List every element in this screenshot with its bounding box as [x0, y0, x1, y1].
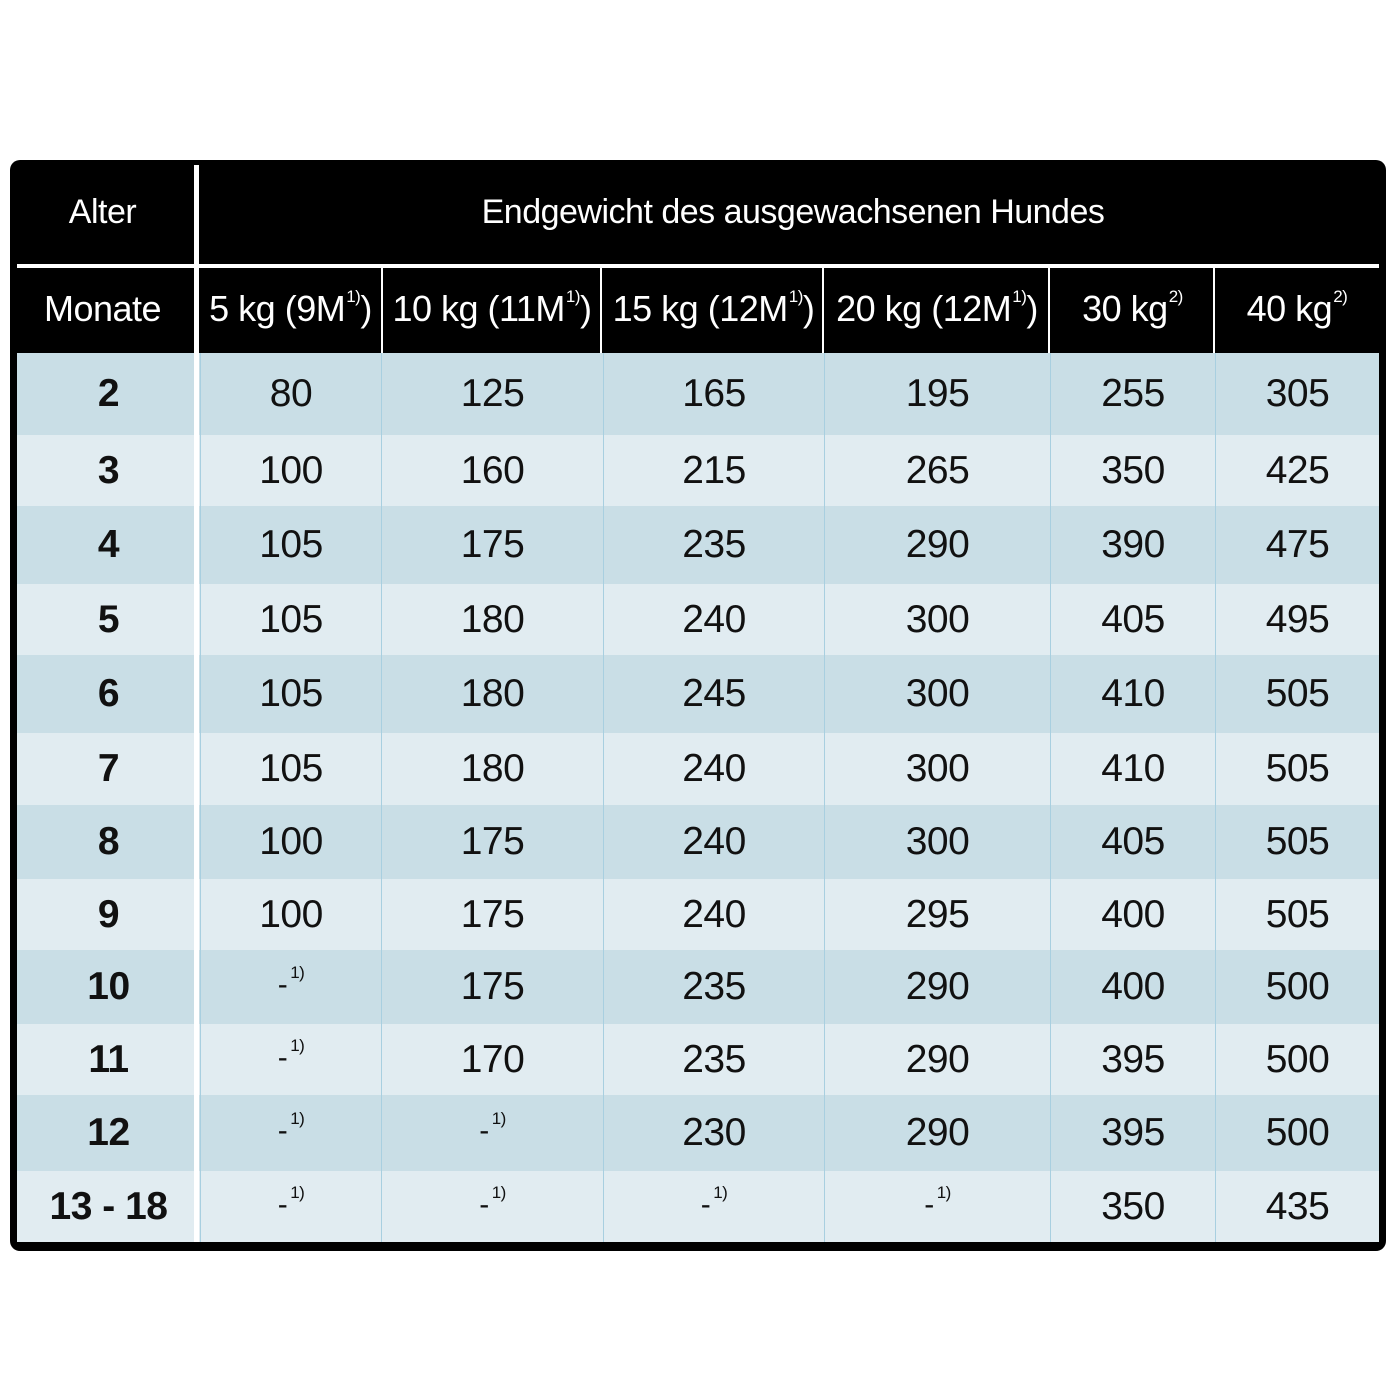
amount-cell	[824, 1171, 1050, 1242]
amount-cell: 290	[824, 1095, 1050, 1171]
month-cell: 9	[97, 892, 120, 936]
table-row	[17, 655, 1379, 733]
not-applicable-dash: -	[277, 1114, 288, 1147]
month-cell: 5	[97, 597, 120, 641]
weight-column-label: 15 kg (12M	[612, 288, 788, 329]
footnote-marker: 1)	[491, 1109, 506, 1128]
month-cell: 8	[97, 820, 120, 863]
header-separator-horizontal	[17, 264, 1379, 268]
amount-cell: 235	[603, 1024, 824, 1095]
footnote-marker: 1)	[290, 1182, 305, 1202]
amount-cell	[200, 950, 381, 1024]
header-column-separator	[381, 268, 383, 353]
month-cell: 3	[97, 448, 120, 492]
table-row	[17, 950, 1379, 1024]
amount-cell: 505	[1215, 805, 1379, 879]
weight-column-label: 5 kg (9M	[209, 288, 346, 329]
amount-cell	[381, 1171, 603, 1242]
weight-column-header: 20 kg (12M $^{1)}$ )	[836, 287, 1038, 329]
table-row	[17, 1095, 1379, 1171]
amount-cell: 240	[603, 805, 824, 879]
footnote-marker: 1)	[290, 1109, 305, 1128]
weight-column-label: 30 kg	[1082, 288, 1168, 329]
amount-cell: 500	[1215, 1024, 1379, 1095]
amount-cell: 300	[824, 805, 1050, 879]
weight-title: Endgewicht des ausgewachsenen Hundes	[481, 193, 1105, 231]
weight-column-label-tail: )	[802, 288, 815, 329]
amount-cell: 100	[200, 879, 381, 950]
amount-cell: 410	[1050, 733, 1215, 805]
amount-cell: 505	[1215, 879, 1379, 950]
month-cell: 7	[97, 747, 120, 790]
amount-cell: 255	[1050, 353, 1215, 435]
header-separator-vertical	[194, 165, 199, 353]
amount-cell: 175	[381, 879, 603, 950]
amount-cell	[381, 1095, 603, 1171]
header-column-separator	[822, 268, 824, 353]
amount-cell: 395	[1050, 1024, 1215, 1095]
not-applicable-dash: -	[924, 1187, 934, 1221]
table-row	[17, 1171, 1379, 1242]
amount-cell: 215	[603, 435, 824, 506]
amount-cell: 180	[381, 655, 603, 733]
weight-column-label: 40 kg	[1246, 288, 1333, 329]
month-cell: 6	[97, 672, 120, 715]
table-row	[17, 506, 1379, 584]
amount-cell: 240	[603, 879, 824, 950]
amount-cell: 195	[824, 353, 1050, 435]
amount-cell: 475	[1215, 506, 1379, 584]
amount-cell: 175	[381, 506, 603, 584]
month-cell: 4	[97, 523, 120, 566]
footnote-marker: 1)	[290, 1035, 305, 1055]
amount-cell: 350	[1050, 435, 1215, 506]
header-column-separator	[1213, 268, 1215, 353]
header-column-separator	[1048, 268, 1050, 353]
table-row	[17, 733, 1379, 805]
weight-column-label-tail: )	[580, 288, 592, 329]
weight-column-label: 20 kg (12M	[836, 288, 1012, 329]
amount-cell: 105	[200, 506, 381, 584]
not-applicable-dash: -	[277, 1187, 288, 1221]
amount-cell: 500	[1215, 950, 1379, 1024]
month-cell: 12	[87, 1111, 130, 1154]
amount-cell: 300	[824, 584, 1050, 655]
not-applicable-dash: -	[479, 1114, 489, 1147]
not-applicable-dash: -	[277, 1040, 288, 1074]
weight-column-label-tail: )	[1026, 288, 1038, 329]
table-body	[17, 353, 1379, 1242]
amount-cell: 395	[1050, 1095, 1215, 1171]
amount-cell	[603, 1171, 824, 1242]
amount-cell: 505	[1215, 733, 1379, 805]
header-column-separator	[600, 268, 602, 353]
amount-cell: 180	[381, 584, 603, 655]
footnote-marker: 1)	[290, 963, 305, 982]
month-column-separator	[194, 353, 199, 1242]
age-header: Alter	[68, 193, 137, 231]
amount-cell: 105	[200, 655, 381, 733]
amount-cell: 405	[1050, 805, 1215, 879]
amount-cell: 350	[1050, 1171, 1215, 1242]
amount-cell: 290	[824, 950, 1050, 1024]
amount-cell: 290	[824, 506, 1050, 584]
amount-cell: 100	[200, 435, 381, 506]
amount-cell: 495	[1215, 584, 1379, 655]
weight-column-header: 15 kg (12M $^{1)}$ )	[612, 287, 815, 329]
table-row	[17, 1024, 1379, 1095]
amount-cell: 300	[824, 655, 1050, 733]
amount-cell: 300	[824, 733, 1050, 805]
amount-cell: 80	[200, 353, 381, 435]
amount-cell: 425	[1215, 435, 1379, 506]
not-applicable-dash: -	[479, 1187, 489, 1221]
amount-cell: 410	[1050, 655, 1215, 733]
amount-cell: 400	[1050, 879, 1215, 950]
table-row	[17, 879, 1379, 950]
amount-cell	[200, 1024, 381, 1095]
amount-cell: 240	[603, 733, 824, 805]
amount-cell	[200, 1095, 381, 1171]
table-row	[17, 353, 1379, 435]
amount-cell: 500	[1215, 1095, 1379, 1171]
not-applicable-dash: -	[277, 968, 288, 1001]
amount-cell: 290	[824, 1024, 1050, 1095]
weight-column-header: 30 kg $^{2)}$	[1082, 287, 1183, 329]
months-header: Monate	[43, 288, 162, 329]
amount-cell: 305	[1215, 353, 1379, 435]
amount-cell: 160	[381, 435, 603, 506]
amount-cell: 265	[824, 435, 1050, 506]
weight-column-header: 10 kg (11M $^{1)}$ )	[392, 287, 592, 329]
amount-cell: 295	[824, 879, 1050, 950]
amount-cell: 230	[603, 1095, 824, 1171]
amount-cell: 390	[1050, 506, 1215, 584]
amount-cell: 105	[200, 584, 381, 655]
footnote-marker: 1)	[936, 1182, 951, 1202]
month-cell: 11	[88, 1037, 129, 1081]
weight-column-label-tail: )	[360, 288, 372, 329]
amount-cell: 175	[381, 950, 603, 1024]
amount-cell: 240	[603, 584, 824, 655]
amount-cell: 400	[1050, 950, 1215, 1024]
amount-cell: 175	[381, 805, 603, 879]
amount-cell: 435	[1215, 1171, 1379, 1242]
amount-cell: 100	[200, 805, 381, 879]
not-applicable-dash: -	[700, 1187, 711, 1221]
amount-cell: 235	[603, 506, 824, 584]
footnote-marker: 1)	[491, 1182, 506, 1202]
amount-cell	[200, 1171, 381, 1242]
month-cell: 13 - 18	[49, 1184, 168, 1228]
weight-column-header: 40 kg $^{2)}$	[1246, 287, 1348, 329]
table-row	[17, 805, 1379, 879]
weight-column-header: 5 kg (9M $^{1)}$ )	[209, 287, 372, 329]
amount-cell: 125	[381, 353, 603, 435]
month-cell: 10	[87, 965, 130, 1008]
amount-cell: 405	[1050, 584, 1215, 655]
amount-cell: 165	[603, 353, 824, 435]
amount-cell: 180	[381, 733, 603, 805]
amount-cell: 235	[603, 950, 824, 1024]
amount-cell: 170	[381, 1024, 603, 1095]
footnote-marker: 1)	[713, 1182, 728, 1202]
amount-cell: 505	[1215, 655, 1379, 733]
amount-cell: 245	[603, 655, 824, 733]
amount-cell: 105	[200, 733, 381, 805]
table-row	[17, 584, 1379, 655]
month-cell: 2	[97, 372, 120, 415]
table-row	[17, 435, 1379, 506]
weight-column-label: 10 kg (11M	[392, 288, 565, 329]
